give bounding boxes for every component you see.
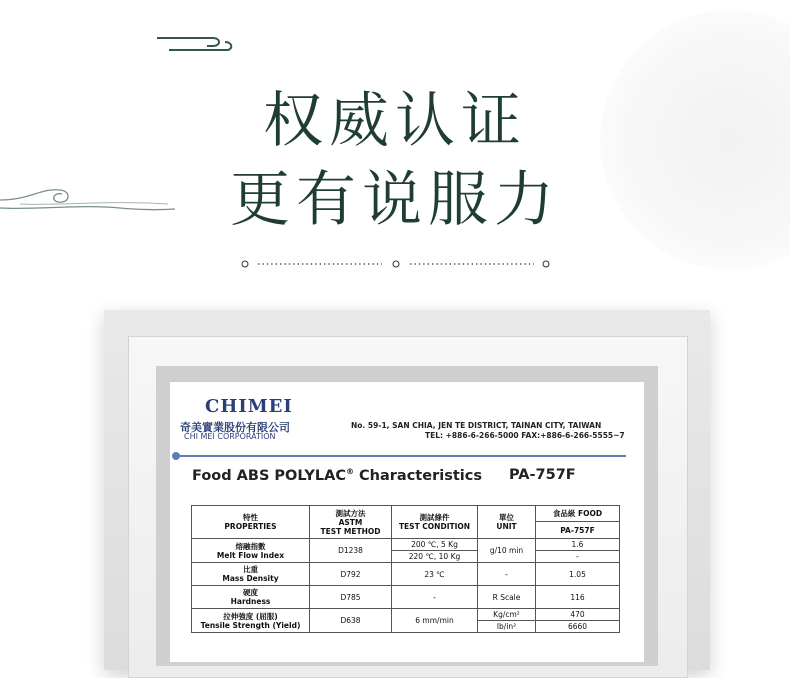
table-header-row: 特性 PROPERTIES 測試方法 ASTM TEST METHOD 測試條件 TEST CONDITION 單位 UNIT 食品級 FOOD: [192, 506, 620, 522]
document-title: Food ABS POLYLAC® Characteristics: [192, 467, 482, 484]
table-row: 熔融指數 Melt Flow Index D1238 200 ℃, 5 Kg g/10 min 1.6: [192, 539, 620, 551]
header-rule-dot: [172, 452, 180, 460]
header-rule: [176, 455, 626, 457]
wave-ornament-icon: [155, 32, 235, 56]
address-line: No. 59-1, SAN CHIA, JEN TE DISTRICT, TAINAN CITY, TAIWAN: [351, 421, 602, 430]
dotted-divider: [240, 257, 552, 271]
table-row: 硬度 Hardness D785 - R Scale 116: [192, 586, 620, 609]
characteristics-table: 特性 PROPERTIES 測試方法 ASTM TEST METHOD 測試條件 TEST CONDITION 單位 UNIT 食品級 FOOD PA-757F 熔融指數 Melt Flow Index D1238 200 ℃, 5 Kg g/10 min 1.6 220 ℃, 10 Kg - 比重 Mass Density D792 23 ℃ - 1.05 硬度 Hardness D785 - R Scale 116 拉伸強度 (屈服) Tensile Strength (Yield) D638 6 mm/min Kg/cm² 470 lb/in² 6660: [191, 505, 620, 633]
contact-line: TEL: +886-6-266-5000 FAX:+886-6-266-5555~7: [425, 431, 625, 440]
chimei-corporation-label: CHI MEI CORPORATION: [184, 432, 276, 441]
headline-line2: 更有说服力: [230, 165, 560, 235]
table-row: 比重 Mass Density D792 23 ℃ - 1.05: [192, 563, 620, 586]
headline-line1: 权威认证: [263, 86, 527, 156]
table-row: 拉伸強度 (屈服) Tensile Strength (Yield) D638 6 mm/min Kg/cm² 470: [192, 609, 620, 621]
product-code: PA-757F: [509, 467, 576, 483]
chimei-logo-chinese: 奇美實業股份有限公司: [180, 421, 290, 434]
chimei-logo-text: CHIMEI: [205, 396, 293, 417]
